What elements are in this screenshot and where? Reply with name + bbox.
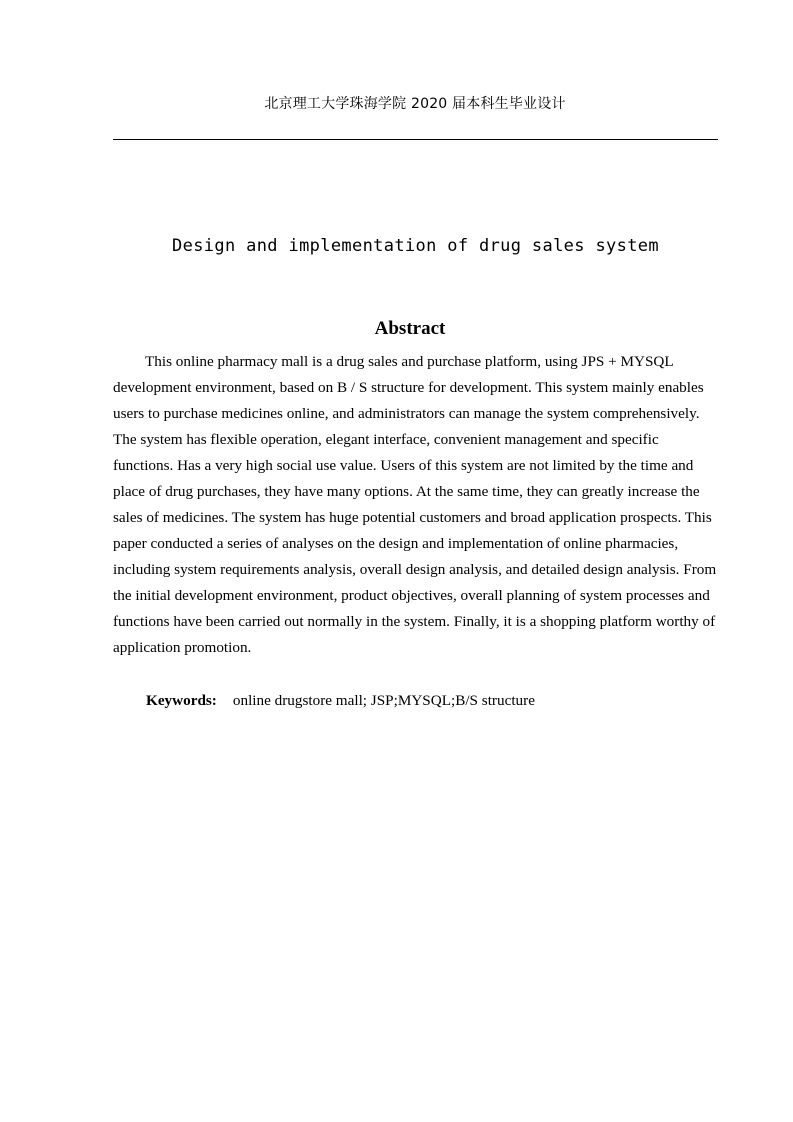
abstract-heading: Abstract [374,318,446,339]
keywords-line [146,688,706,714]
document-title: Design and implementation of drug sales system [172,236,659,256]
keywords-value: online drugstore mall; JSP;MYSQL;B/S structure [232,692,535,709]
keywords-label: Keywords: [146,692,217,709]
running-header: 北京理工大学珠海学院 2020 届本科生毕业设计 [264,96,566,112]
abstract-body: This online pharmacy mall is a drug sales and purchase platform, using JPS + MYSQL development environment, based on B / S structure for development. This system mainly enables users to purchase medicines online, and administrators can manage the system comprehensively. The system has flexible operation, elegant interface, convenient management and specific functions. Has a very high social use value. Users of this system are not limited by the time and place of drug purchases, they have many options. At the same time, they can greatly increase the sales of medicines. The system has huge potential customers and broad application prospects. This paper conducted a series of analyses on the design and implementation of online pharmacies, including system requirements analysis, overall design analysis, and detailed design analysis. From the initial development environment, product objectives, overall planning of system processes and functions have been carried out normally in the system. Finally, it is a shopping platform worthy of application promotion. [113,353,717,656]
header-divider [113,139,718,140]
